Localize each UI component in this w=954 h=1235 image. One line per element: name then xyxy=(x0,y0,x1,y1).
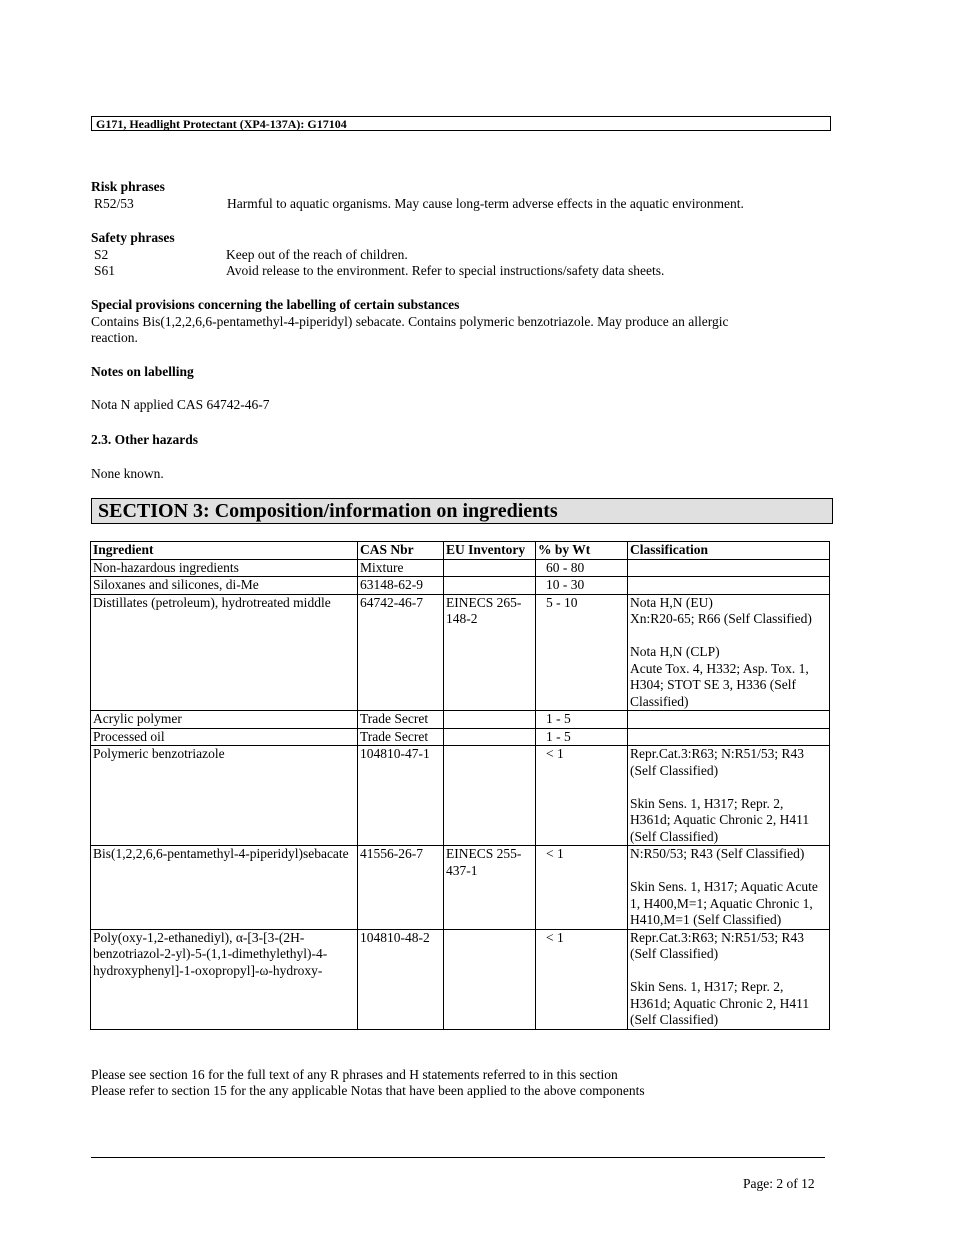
safety-code: S61 xyxy=(94,263,116,278)
cas-cell: 41556-26-7 xyxy=(358,846,444,930)
eu-inventory-cell xyxy=(444,746,536,846)
percent-cell: < 1 xyxy=(536,846,628,930)
table-row xyxy=(91,711,830,729)
classification-cell xyxy=(628,846,830,930)
cas-cell: 63148-62-9 xyxy=(358,577,444,595)
table-header-row xyxy=(91,542,830,560)
percent-cell: 60 - 80 xyxy=(536,559,628,577)
classification-text: N:R50/53; R43 (Self Classified) xyxy=(630,846,805,861)
risk-phrases-heading: Risk phrases xyxy=(91,179,165,194)
document-header: G171, Headlight Protectant (XP4-137A): G17104 xyxy=(91,116,831,131)
other-hazards-text: None known. xyxy=(91,466,164,481)
table-row xyxy=(91,929,830,1029)
ingredient-cell: Non-hazardous ingredients xyxy=(91,559,358,577)
eu-inventory-cell xyxy=(444,577,536,595)
special-provisions-heading: Special provisions concerning the labelling of certain substances xyxy=(91,297,460,312)
percent-cell: 1 - 5 xyxy=(536,728,628,746)
table-row xyxy=(91,728,830,746)
ingredient-cell: Distillates (petroleum), hydrotreated middle xyxy=(91,594,358,711)
percent-cell: < 1 xyxy=(536,929,628,1029)
table-row xyxy=(91,577,830,595)
column-header: CAS Nbr xyxy=(358,542,444,560)
cas-cell: Trade Secret xyxy=(358,711,444,729)
classification-cell xyxy=(628,929,830,1029)
safety-text: Keep out of the reach of children. xyxy=(226,247,408,262)
classification-text: Nota H,N (EU) Xn:R20-65; R66 (Self Classified) xyxy=(630,594,812,626)
ingredient-cell: Siloxanes and silicones, di-Me xyxy=(91,577,358,595)
notes-heading: Notes on labelling xyxy=(91,364,194,379)
percent-cell: 1 - 5 xyxy=(536,711,628,729)
eu-inventory-cell xyxy=(444,929,536,1029)
ingredient-cell: Poly(oxy-1,2-ethanediyl), α-[3-[3-(2H-benzotriazol-2-yl)-5-(1,1-dimethylethyl)-4-hydroxyphenyl]-1-oxopropyl]-ω-hydroxy- xyxy=(91,929,358,1029)
section-3-note: Please see section 16 for the full text of any R phrases and H statements referred to in this section xyxy=(91,1067,618,1082)
classification-text: Repr.Cat.3:R63; N:R51/53; R43 (Self Classified) xyxy=(630,929,805,961)
eu-inventory-cell xyxy=(444,559,536,577)
classification-text: Nota H,N (CLP) Acute Tox. 4, H332; Asp. Tox. 1, H304; STOT SE 3, H336 (Self Classified) xyxy=(630,644,809,709)
eu-inventory-cell xyxy=(444,728,536,746)
classification-cell xyxy=(628,728,830,746)
column-header: Ingredient xyxy=(91,542,358,560)
ingredient-cell: Bis(1,2,2,6,6-pentamethyl-4-piperidyl)sebacate xyxy=(91,846,358,930)
percent-cell: 5 - 10 xyxy=(536,594,628,711)
percent-cell: < 1 xyxy=(536,746,628,846)
table-row xyxy=(91,594,830,711)
special-provisions-text: reaction. xyxy=(91,330,138,345)
cas-cell: 104810-47-1 xyxy=(358,746,444,846)
eu-inventory-cell: EINECS 255-437-1 xyxy=(444,846,536,930)
column-header: Classification xyxy=(628,542,830,560)
table-row xyxy=(91,559,830,577)
notes-text: Nota N applied CAS 64742-46-7 xyxy=(91,397,270,412)
classification-cell xyxy=(628,594,830,711)
safety-text: Avoid release to the environment. Refer to special instructions/safety data sheets. xyxy=(226,263,665,278)
eu-inventory-cell: EINECS 265-148-2 xyxy=(444,594,536,711)
other-hazards-heading: 2.3. Other hazards xyxy=(91,432,198,447)
column-header: EU Inventory xyxy=(444,542,536,560)
ingredients-table xyxy=(90,541,830,1030)
risk-text: Harmful to aquatic organisms. May cause long-term adverse effects in the aquatic environment. xyxy=(227,196,744,211)
column-header: % by Wt xyxy=(536,542,628,560)
safety-code: S2 xyxy=(94,247,109,262)
ingredient-cell: Polymeric benzotriazole xyxy=(91,746,358,846)
table-row xyxy=(91,746,830,846)
classification-text: Skin Sens. 1, H317; Repr. 2, H361d; Aquatic Chronic 2, H411 (Self Classified) xyxy=(630,979,810,1027)
section-3-title: SECTION 3: Composition/information on ingredients xyxy=(91,498,833,524)
cas-cell: 104810-48-2 xyxy=(358,929,444,1029)
cas-cell: Trade Secret xyxy=(358,728,444,746)
classification-text: Skin Sens. 1, H317; Repr. 2, H361d; Aquatic Chronic 2, H411 (Self Classified) xyxy=(630,795,810,844)
classification-text: Skin Sens. 1, H317; Aquatic Acute 1, H400,M=1; Aquatic Chronic 1, H410,M=1 (Self Classified) xyxy=(630,879,818,927)
ingredient-cell: Acrylic polymer xyxy=(91,711,358,729)
section-3-note: Please refer to section 15 for the any applicable Notas that have been applied to the above components xyxy=(91,1083,645,1098)
footer-divider xyxy=(91,1157,825,1158)
classification-text: Repr.Cat.3:R63; N:R51/53; R43 (Self Classified) xyxy=(630,746,805,778)
percent-cell: 10 - 30 xyxy=(536,577,628,595)
special-provisions-text: Contains Bis(1,2,2,6,6-pentamethyl-4-piperidyl) sebacate. Contains polymeric benzotriazole. May produce an allergic xyxy=(91,314,729,329)
cas-cell: 64742-46-7 xyxy=(358,594,444,711)
ingredient-cell: Processed oil xyxy=(91,728,358,746)
classification-cell xyxy=(628,746,830,846)
eu-inventory-cell xyxy=(444,711,536,729)
classification-cell xyxy=(628,577,830,595)
risk-code: R52/53 xyxy=(94,196,134,211)
safety-phrases-heading: Safety phrases xyxy=(91,230,175,245)
classification-cell xyxy=(628,559,830,577)
classification-cell xyxy=(628,711,830,729)
cas-cell: Mixture xyxy=(358,559,444,577)
page-number: Page: 2 of 12 xyxy=(743,1176,815,1191)
table-row xyxy=(91,846,830,930)
